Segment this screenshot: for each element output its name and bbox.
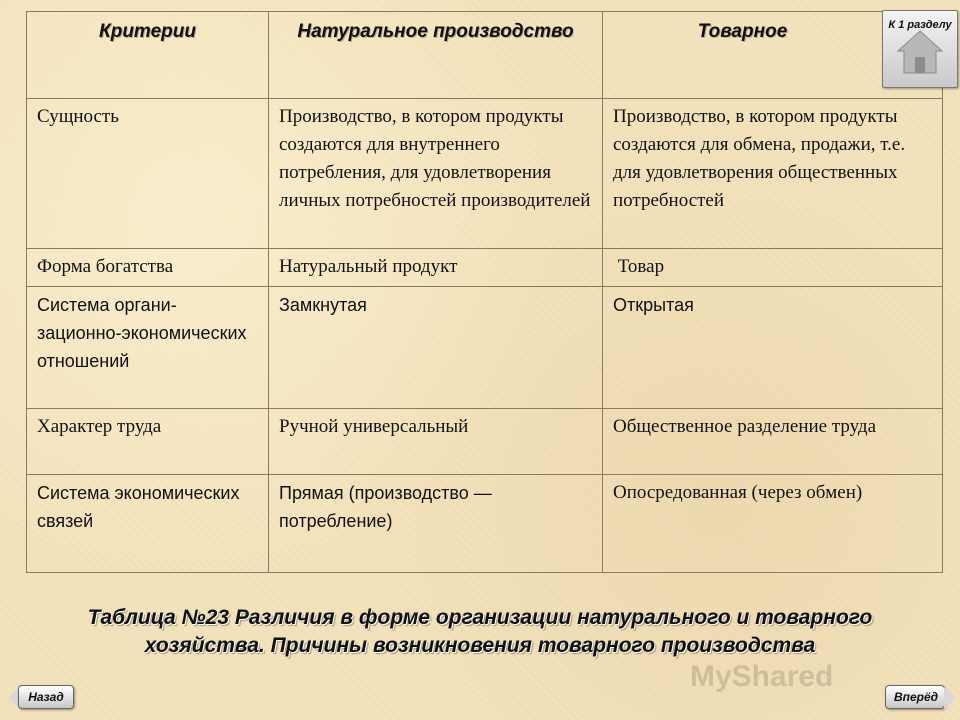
header-natural: Натуральное производство [269, 12, 603, 99]
cell-natural: Прямая (производство — потребление) [269, 475, 603, 573]
comparison-table [26, 11, 943, 573]
cell-criterion: Система органи-зационно-экономических отношений [27, 287, 269, 409]
table-row [27, 99, 943, 249]
cell-natural: Производство, в котором продукты создаются для внутреннего потребления, для удовлетворения личных потребностей производителей [269, 99, 603, 249]
cell-criterion: Характер труда [27, 409, 269, 475]
cell-criterion: Форма богатства [27, 249, 269, 287]
back-button[interactable]: Назад [18, 685, 74, 709]
header-commodity: Товарное [603, 12, 943, 99]
cell-criterion: Сущность [27, 99, 269, 249]
cell-natural: Замкнутая [269, 287, 603, 409]
table-row [27, 475, 943, 573]
cell-natural: Натуральный продукт [269, 249, 603, 287]
cell-commodity: Открытая [603, 287, 943, 409]
table-caption: Таблица №23 Различия в форме организации натурального и товарного хозяйства. Причины возникновения товарного производства [87, 606, 873, 657]
cell-commodity: Опосредованная (через обмен) [603, 475, 943, 573]
cell-commodity: Общественное разделение труда [603, 409, 943, 475]
arrow-right-icon[interactable] [944, 687, 956, 709]
table-row [27, 249, 943, 287]
home-button[interactable] [882, 10, 958, 88]
header-criteria: Критерии [27, 12, 269, 99]
home-button-label: К 1 разделу [888, 19, 952, 31]
cell-commodity: Товар [603, 249, 943, 287]
table-header-row [27, 12, 943, 99]
table-row [27, 287, 943, 409]
cell-criterion: Система экономических связей [27, 475, 269, 573]
house-icon [896, 29, 944, 75]
watermark: MyShared [690, 660, 834, 693]
forward-button[interactable]: Вперёд [885, 685, 945, 709]
table-row [27, 409, 943, 475]
cell-commodity: Производство, в котором продукты создаются для обмена, продажи, т.е. для удовлетворения общественных потребностей [603, 99, 943, 249]
cell-natural: Ручной универсальный [269, 409, 603, 475]
